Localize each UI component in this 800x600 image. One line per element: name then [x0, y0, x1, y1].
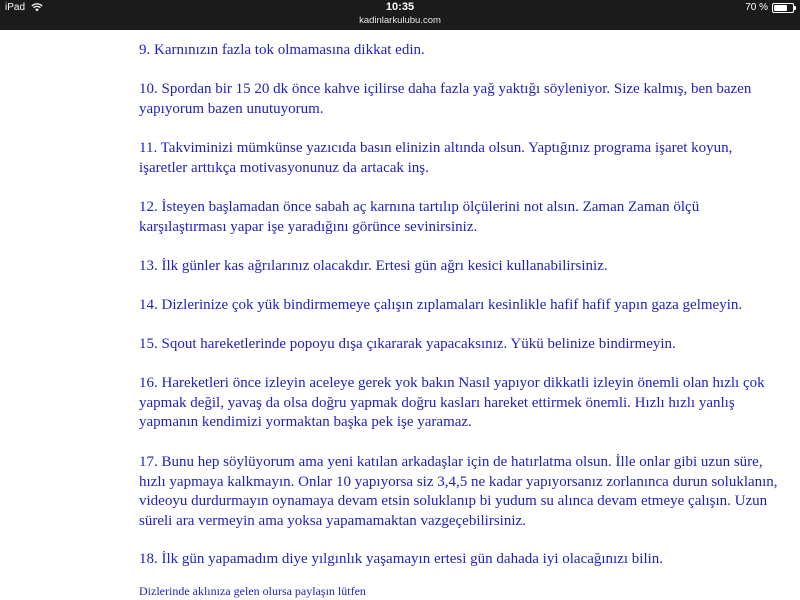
tip-15: 15. Sqout hareketlerinde popoyu dışa çıkararak yapacaksınız. Yükü belinize bindirmeyin. — [139, 336, 676, 352]
tip-11: 11. Takviminizi mümkünse yazıcıda basın elinizin altında olsun. Yaptığınız programa işaret koyun, işaretler arttıkça motivasyonunuz da artacak inş. — [139, 140, 733, 176]
tip-9: 9. Karnınızın fazla tok olmamasına dikkat edin. — [139, 42, 425, 58]
tip-18: 18. İlk gün yapamadım diye yılgınlık yaşamayın ertesi gün dahada iyi olacağınızı bilin. — [139, 551, 664, 567]
tip-17: 17. Bunu hep söylüyorum ama yeni katılan arkadaşlar için de hatırlatma olsun. İlle onlar gibi uzun süre, hızlı yapmaya kalkmayın. Onlar 10 yapıyorsa siz 3,4,5 ne kadar yapıyorsanız zorlanınca durun soluklanın, videoyu durdurmayın oynamaya devam etsin soluklanıp bi yudum su alınca devam etmeye çalışın. Uzun süreli ara vermeyin ama yoksa yapamamaktan vazgeçebilirsiniz. — [139, 454, 778, 529]
device-label: iPad — [5, 2, 26, 13]
clock: 10:35 — [385, 1, 415, 13]
address-bar-url[interactable]: kadinlarkulubu.com — [359, 15, 441, 26]
tip-14: 14. Dizlerinize çok yük bindirmemeye çalışın zıplamaları kesinlikle hafif hafif yapın gaza gelmeyin. — [139, 297, 743, 313]
battery-percent: 70 % — [745, 2, 768, 13]
tip-16: 16. Hareketleri önce izleyin aceleye gerek yok bakın Nasıl yapıyor dikkatli izleyin önemli olan hızlı çok yapmak değil, yavaş da olsa doğru yapmak doğru kasları hareket ettirmek önemli. Hızlı hızlı yanlış yapmanın kendimizi yormaktan başka pek işe yaramaz. — [139, 375, 765, 430]
share-link[interactable]: Dizlerinde aklınıza gelen olursa paylaşın lütfen — [139, 584, 366, 598]
tip-12: 12. İsteyen başlamadan önce sabah aç karnına tartılıp ölçülerini not alsın. Zaman Zaman ölçü karşılaştırması yapar işe yaradığını görünce sevinirsiniz. — [139, 199, 700, 235]
status-bar — [0, 0, 800, 30]
tip-13: 13. İlk günler kas ağrılarınız olacakdır. Ertesi gün ağrı kesici kullanabilirsiniz. — [139, 258, 608, 274]
status-right — [745, 2, 794, 13]
battery-icon — [772, 3, 794, 13]
battery-fill — [774, 5, 787, 11]
tip-10: 10. Spordan bir 15 20 dk önce kahve içilirse daha fazla yağ yaktığı söyleniyor. Size kalmış, ben bazen yapıyorum bazen unutuyorum. — [139, 81, 752, 117]
